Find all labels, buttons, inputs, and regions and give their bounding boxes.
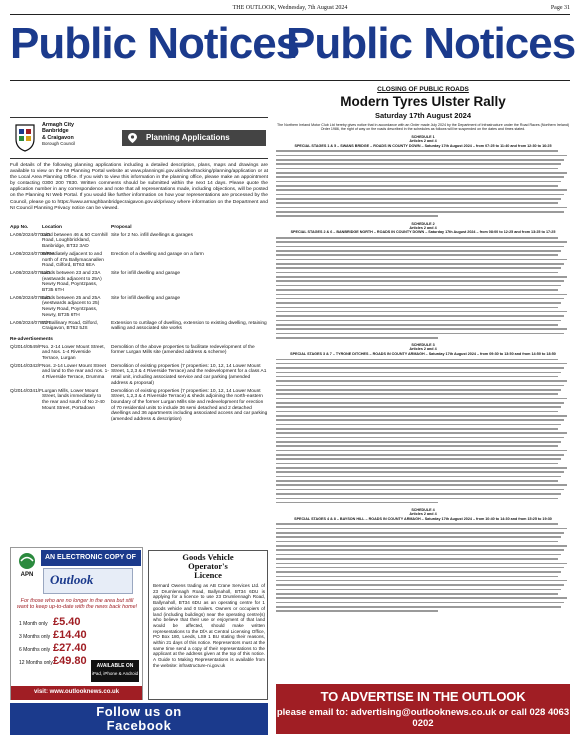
app-no: LA08/2024/0706/RM: [10, 251, 55, 257]
schedule-articles: Articles 2 and 4: [409, 225, 437, 230]
schedule-road-list: [276, 236, 570, 340]
schedule-articles: Articles 2 and 4: [409, 139, 437, 144]
ad-top: [11, 548, 142, 596]
apn-logo-icon: [16, 552, 38, 578]
schedule-title: SPECIAL STAGES 1 & 5 – SWANS BRIDGE – ROADS IN COUNTY DOWN – Saturday 17th August 2024 – from 07:25 to 11:40 and from 12:30 to 16:25: [294, 143, 552, 148]
planning-notice: [10, 117, 268, 547]
table-row: [10, 271, 268, 294]
road-entry: [276, 501, 570, 505]
schedule-articles: Articles 2 and 4: [409, 347, 437, 352]
schedule-label: SCHEDULE 2: [411, 221, 435, 226]
app-no: LA08/2024/0703/O: [10, 232, 51, 238]
app-proposal: Extension to curtilage of dwelling, extension to existing dwelling, retaining walling and associated site works: [111, 320, 267, 332]
masthead-rule: [10, 80, 570, 81]
closing-heading: CLOSING OF PUBLIC ROADS: [377, 86, 469, 93]
schedule-road-list: [276, 149, 570, 219]
table-row: [10, 321, 268, 332]
price-period: 1 Month only: [19, 621, 48, 627]
road-entry: [276, 609, 570, 613]
council-name-line3: & Craigavon: [42, 134, 74, 141]
app-no: LA08/2024/0785/O: [10, 295, 51, 301]
col-location: Location: [42, 225, 62, 230]
outlook-masthead-thumbnail: [43, 568, 133, 594]
goods-vehicle-notice: [148, 550, 268, 700]
app-location: Lands between 25 and 25A (westwards adjacent to 25) Newry Road, Poyntzpass, Newry, BT35 6TH: [42, 295, 101, 318]
rally-date: Saturday 17th August 2024: [374, 111, 471, 120]
schedule-road-list: [276, 522, 570, 613]
app-location: Nos. 2-14 Lower Mount Street and land to the rear and nos. 1-4 Riverside Terrace, Drumma: [42, 363, 109, 381]
price-row: [19, 629, 89, 642]
header-rule: [10, 14, 570, 15]
facebook-follow-banner[interactable]: [10, 703, 268, 735]
app-proposal: Demolition of the above properties to facilitate redevelopment of the former Lurgan Mills site (amended address & scheme): [111, 344, 255, 356]
planning-intro: Full details of the following planning applications including a detailed description, plans, maps and drawings are available to view on the NI Planning Portal website at www.planningni.gov.uk/index/tracking/planning/application or at the Local Area Planning Office. If you wish to view this information in the planning office, please make an appointment by contacting 0300 200 7830. Written comments should be submitted within the next 14 days. Please quote the application number in any correspondence and note that all representations made, including objections, will be posted on the Planning NI Web Portal. If you would like further information on how your representations are processed by the Council, please go to https://www.armaghbanbridgecraigavon.gov.uk/privacy where information on the Department and NI Council Planning Privacy notice can be viewed.: [10, 163, 268, 211]
apn-label: APN: [20, 572, 34, 578]
schedule-title: SPECIAL STAGES 2 & 6 – BANBRIDGE NORTH – ROADS IN COUNTY DOWN – Saturday 17th August 2024 – from 08:00 to 12:25 and from 13:25 to 17:25: [290, 230, 556, 235]
app-location: 51 Ballinary Road, Gilford, Craigavon, BT62 5JS: [42, 320, 98, 332]
newspaper-dateline: THE OUTLOOK, Wednesday, 7th August 2024: [232, 5, 348, 11]
col-proposal: Proposal: [111, 225, 132, 230]
readvertisements-heading: Re-advertisements: [10, 336, 53, 342]
app-proposal: Site for infill dwelling and garage: [111, 295, 181, 301]
app-location: Lurgan Mills, Lower Mount Street, lands immediately to the rear and south of No 2-40 Mount Street, Portadown: [42, 388, 105, 411]
road-entry: [276, 336, 570, 340]
electronic-copy-banner: AN ELECTRONIC COPY OF: [41, 550, 141, 566]
price-row: [19, 655, 89, 668]
council-name-line1: Armagh City: [42, 122, 75, 128]
app-proposal: Erection of a dwelling and garage on a farm: [111, 251, 204, 257]
rally-title: Modern Tyres Ulster Rally: [340, 94, 506, 109]
available-on-badge: [91, 660, 139, 682]
price-value: £49.80: [53, 655, 87, 667]
council-banner: [10, 117, 268, 159]
app-location: Land between 46 & 50 Cornhill Road, Loughbrickland, Banbridge, BT32 3AD: [42, 232, 108, 250]
schedule-articles: Articles 2 and 4: [409, 512, 437, 517]
planning-applications-tag: [122, 130, 266, 146]
advertise-banner[interactable]: [276, 684, 570, 734]
schedule-label: SCHEDULE 4: [411, 507, 435, 512]
app-no: Q/2014/0549/F: [10, 344, 43, 350]
council-crest-icon: [12, 121, 38, 153]
schedule-label: SCHEDULE 1: [411, 134, 435, 139]
visit-website-link[interactable]: visit: www.outlooknews.co.uk: [11, 686, 142, 700]
price-value: £14.40: [53, 629, 87, 641]
price-period: 12 Months only: [19, 660, 53, 666]
goods-vehicle-title: [149, 553, 267, 580]
council-name-line4: Borough Council: [42, 141, 76, 147]
app-location: Lands between 23 and 23A (eastwards adjacent to 25A) Newry Road, Poyntzpass, BT35 6TH: [42, 270, 102, 294]
schedule-4: [276, 508, 570, 613]
schedule-3: [276, 343, 570, 505]
app-proposal: Demolition of existing properties (7 properties: 10, 12, 14 Lower Mount Street, 1,2,3 & 4 Riverside Terrace) and the redevelopment for a class A1 retail unit, including associated service and car parking (amended address & proposal): [111, 363, 267, 386]
closing-preamble: The Northern Ireland Motor Club Ltd hereby gives notice that in accordance with an Order made July 2024 by the Department of Infrastructure under the Road Races (Northern Ireland) Order 1986, the right of way on the roads described in the schedules as follows will be suspended on the dates and times stated.: [276, 123, 570, 132]
facebook-line1: Follow us on: [96, 704, 182, 719]
council-name: [42, 122, 122, 148]
app-no: Q/2014/0341/F: [10, 388, 43, 394]
page-number: Page 31: [550, 5, 570, 11]
app-no: Q/2014/0342/F: [10, 363, 43, 369]
location-pin-icon: [128, 133, 137, 143]
goods-vehicle-body: Bernard Owens trading as AB Crane Services Ltd. of 23 Drumlennagh Road, Ballynaholl, BT34 6DU is applying for a licence to use 23 Drumlennagh Road, Ballynaholl, BT34 6DU as an operating centre for 1 goods vehicle and 0 trailers. Owners or occupiers of land (including buildings) near the operating centre(s) who believe that their use or enjoyment of that land would be affected, should make written representations to the DfA at Central Licensing Office, PO Box 180, Leeds, LS9 1 BU stating their reasons, within 21 days of this notice. Representors must at the same time send a copy of their representations to the applicant at the address given at the top of this notice. A Guide to Making Representations is available from the website: infrastructure-ni.gov.uk: [153, 583, 265, 668]
schedule-1: [276, 135, 570, 219]
outlook-brand: Outlook: [50, 572, 94, 587]
app-proposal: Site for infill dwelling and garage: [111, 270, 181, 276]
app-no: LA08/2024/0784/O: [10, 270, 51, 276]
app-no: LA08/2024/0787/F: [10, 320, 50, 326]
council-name-line2: Banbridge: [42, 128, 69, 135]
schedule-2: [276, 222, 570, 340]
schedule-title: SPECIAL STAGES 4 & 8 – BAYSON HILL – ROADS IN COUNTY ARMAGH – Saturday 17th August 2024 – from 10:40 to 14:30 and from 15:25 to 19:30: [294, 516, 552, 521]
available-devices: iPad, iPhone & Android: [91, 671, 139, 676]
available-on-label: AVAILABLE ON: [96, 663, 134, 669]
outlook-subscription-ad[interactable]: [10, 547, 143, 700]
table-row: [10, 345, 268, 362]
schedule-label: SCHEDULE 3: [411, 343, 435, 347]
planning-applications-label: Planning Applications: [146, 133, 230, 142]
price-value: £5.40: [53, 616, 81, 628]
schedule-title: SPECIAL STAGES 3 & 7 – TYRONE DITCHES – ROADS IN COUNTY ARMAGH – Saturday 17th August 2024 – from 09:30 to 13:50 and from 14:50 to 18:50: [290, 351, 556, 356]
price-period: 6 Months only: [19, 647, 51, 653]
ad-tagline: For those who are no longer in the area but still want to keep up-to-date with the news back home!: [16, 598, 138, 611]
col-app-no: App No.: [10, 225, 29, 230]
table-row: [10, 389, 268, 423]
price-row: [19, 642, 89, 655]
goods-title-line3: Licence: [194, 570, 222, 580]
road-entry: [276, 214, 570, 218]
table-row: [10, 233, 268, 250]
app-proposal: Site for 2 No. infill dwellings & garages: [111, 232, 193, 238]
road-closure-notice: [276, 84, 570, 682]
app-location: Immediately adjacent to and north of 47a Ballymacanallen Road, Gilford, BT63 6EA: [42, 251, 104, 269]
facebook-line2: Facebook: [106, 718, 172, 733]
applications-table: [10, 225, 268, 423]
goods-title-line2: Operator's: [188, 561, 228, 571]
price-row: [19, 616, 89, 629]
masthead-right: Public Notices: [286, 19, 576, 68]
advertise-contact[interactable]: please email to: advertising@outlooknews.co.uk or call 028 4063 0202: [276, 707, 570, 729]
masthead: [10, 18, 576, 70]
advertise-heading: TO ADVERTISE IN THE OUTLOOK: [320, 689, 526, 704]
price-list: [19, 616, 89, 668]
price-value: £27.40: [53, 642, 87, 654]
masthead-left: Public Notices: [10, 19, 300, 68]
table-row: [10, 364, 268, 387]
goods-title-line1: Goods Vehicle: [182, 552, 234, 562]
table-row: [10, 252, 268, 269]
app-location: No. 2-14 Lower Mount Street, and Nos. 1-4 Riverside Terrace, Lurgan: [42, 344, 105, 362]
schedule-road-list: [276, 357, 570, 505]
table-row: [10, 296, 268, 319]
app-proposal: Demolition of existing properties (7 properties: 10, 12, 14 Lower Mount Street, 1,2,3 & 4 Riverside Terrace) & sheds adjoining the north-eastern boundary of the former Lurgan Mills site and redevelopment for erection of 70 residential units to include 36 semi detached and 2 detached dwellings and 36 apartments including associated access and car parking (amended address & description): [111, 388, 268, 423]
applications-header: [10, 225, 268, 231]
price-period: 3 Months only: [19, 634, 51, 640]
